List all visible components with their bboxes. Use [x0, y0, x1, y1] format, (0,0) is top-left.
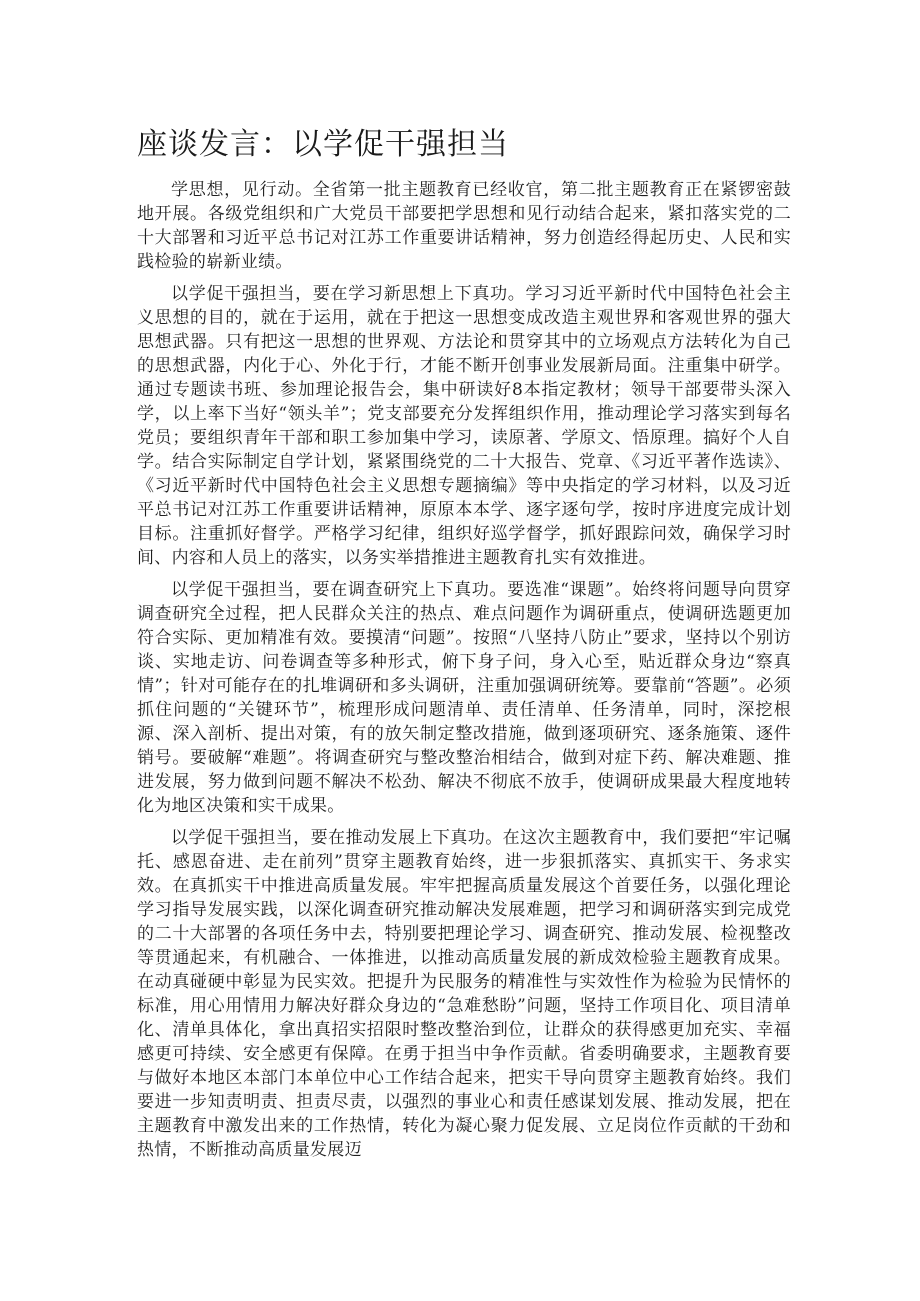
document-title: 座谈发言：以学促干强担当 [137, 127, 509, 162]
paragraph-intro: 学思想，见行动。全省第一批主题教育已经收官，第二批主题教育正在紧锣密鼓地开展。各级党组织和广大党员干部要把学思想和见行动结合起来，紧扣落实党的二十大部署和习近平总书记对江苏工作重要讲话精神，努力创造经得起历史、人民和实践检验的崭新业绩。 [137, 180, 791, 272]
document-body [137, 178, 791, 1170]
paragraph-study-thought: 以学促干强担当，要在学习新思想上下真功。学习习近平新时代中国特色社会主义思想的目的，就在于运用，就在于把这一思想变成改造主观世界和客观世界的强大思想武器。只有把这一思想的世界观、方法论和贯穿其中的立场观点方法转化为自己的思想武器，内化于心、外化于行，才能不断开创事业发展新局面。注重集中研学。通过专题读书班、参加理论报告会，集中研读好8本指定教材；领导干部要带头深入学，以上率下当好“领头羊”；党支部要充分发挥组织作用，推动理论学习落实到每名党员；要组织青年干部和职工参加集中学习，读原著、学原文、悟原理。搞好个人自学。结合实际制定自学计划，紧紧围绕党的二十大报告、党章、《习近平著作选读》、《习近平新时代中国特色社会主义思想专题摘编》等中央指定的学习材料，以及习近平总书记对江苏工作重要讲话精神，原原本本学、逐字逐句学，按时序进度完成计划目标。注重抓好督学。严格学习纪律，组织好巡学督学，抓好跟踪问效，确保学习时间、内容和人员上的落实，以务实举措推进主题教育扎实有效推进。 [137, 284, 791, 568]
paragraph-investigation: 以学促干强担当，要在调查研究上下真功。要选准“课题”。始终将问题导向贯穿调查研究全过程，把人民群众关注的热点、难点问题作为调研重点，使调研选题更加符合实际、更加精准有效。要摸清“问题”。按照“八坚持八防止”要求，坚持以个别访谈、实地走访、问卷调查等多种形式，俯下身子问，身入心至，贴近群众身边“察真情”；针对可能存在的扎堆调研和多头调研，注重加强调研统筹。要靠前“答题”。必须抓住问题的“关键环节”，梳理形成问题清单、责任清单、任务清单，同时，深挖根源、深入剖析、提出对策，有的放矢制定整改措施，做到逐项研究、逐条施策、逐件销号。要破解“难题”。将调查研究与整改整治相结合，做到对症下药、解决难题、推进发展，努力做到问题不解决不松劲、解决不彻底不放手，使调研成果最大程度地转化为地区决策和实干成果。 [137, 580, 791, 816]
paragraph-promote-development: 以学促干强担当，要在推动发展上下真功。在这次主题教育中，我们要把“牢记嘱托、感恩奋进、走在前列”贯穿主题教育始终，进一步狠抓落实、真抓实干、务求实效。在真抓实干中推进高质量发展。牢牢把握高质量发展这个首要任务，以强化理论学习指导发展实践，以深化调查研究推动解决发展难题，把学习和调研落实到完成党的二十大部署的各项任务中去，特别要把理论学习、调查研究、推动发展、检视整改等贯通起来，有机融合、一体推进，以推动高质量发展的新成效检验主题教育成果。在动真碰硬中彰显为民实效。把提升为民服务的精准性与实效性作为检验为民情怀的标准，用心用情用力解决好群众身边的“急难愁盼”问题，坚持工作项目化、项目清单化、清单具体化，拿出真招实招限时整改整治到位，让群众的获得感更加充实、幸福感更可持续、安全感更有保障。在勇于担当中争作贡献。省委明确要求，主题教育要与做好本地区本部门本单位中心工作结合起来，把实干导向贯穿主题教育始终。我们要进一步知责明责、担责尽责，以强烈的事业心和责任感谋划发展、推动发展，把在主题教育中激发出来的工作热情，转化为凝心聚力促发展、立足岗位作贡献的干劲和热情，不断推动高质量发展迈 [137, 828, 791, 1160]
